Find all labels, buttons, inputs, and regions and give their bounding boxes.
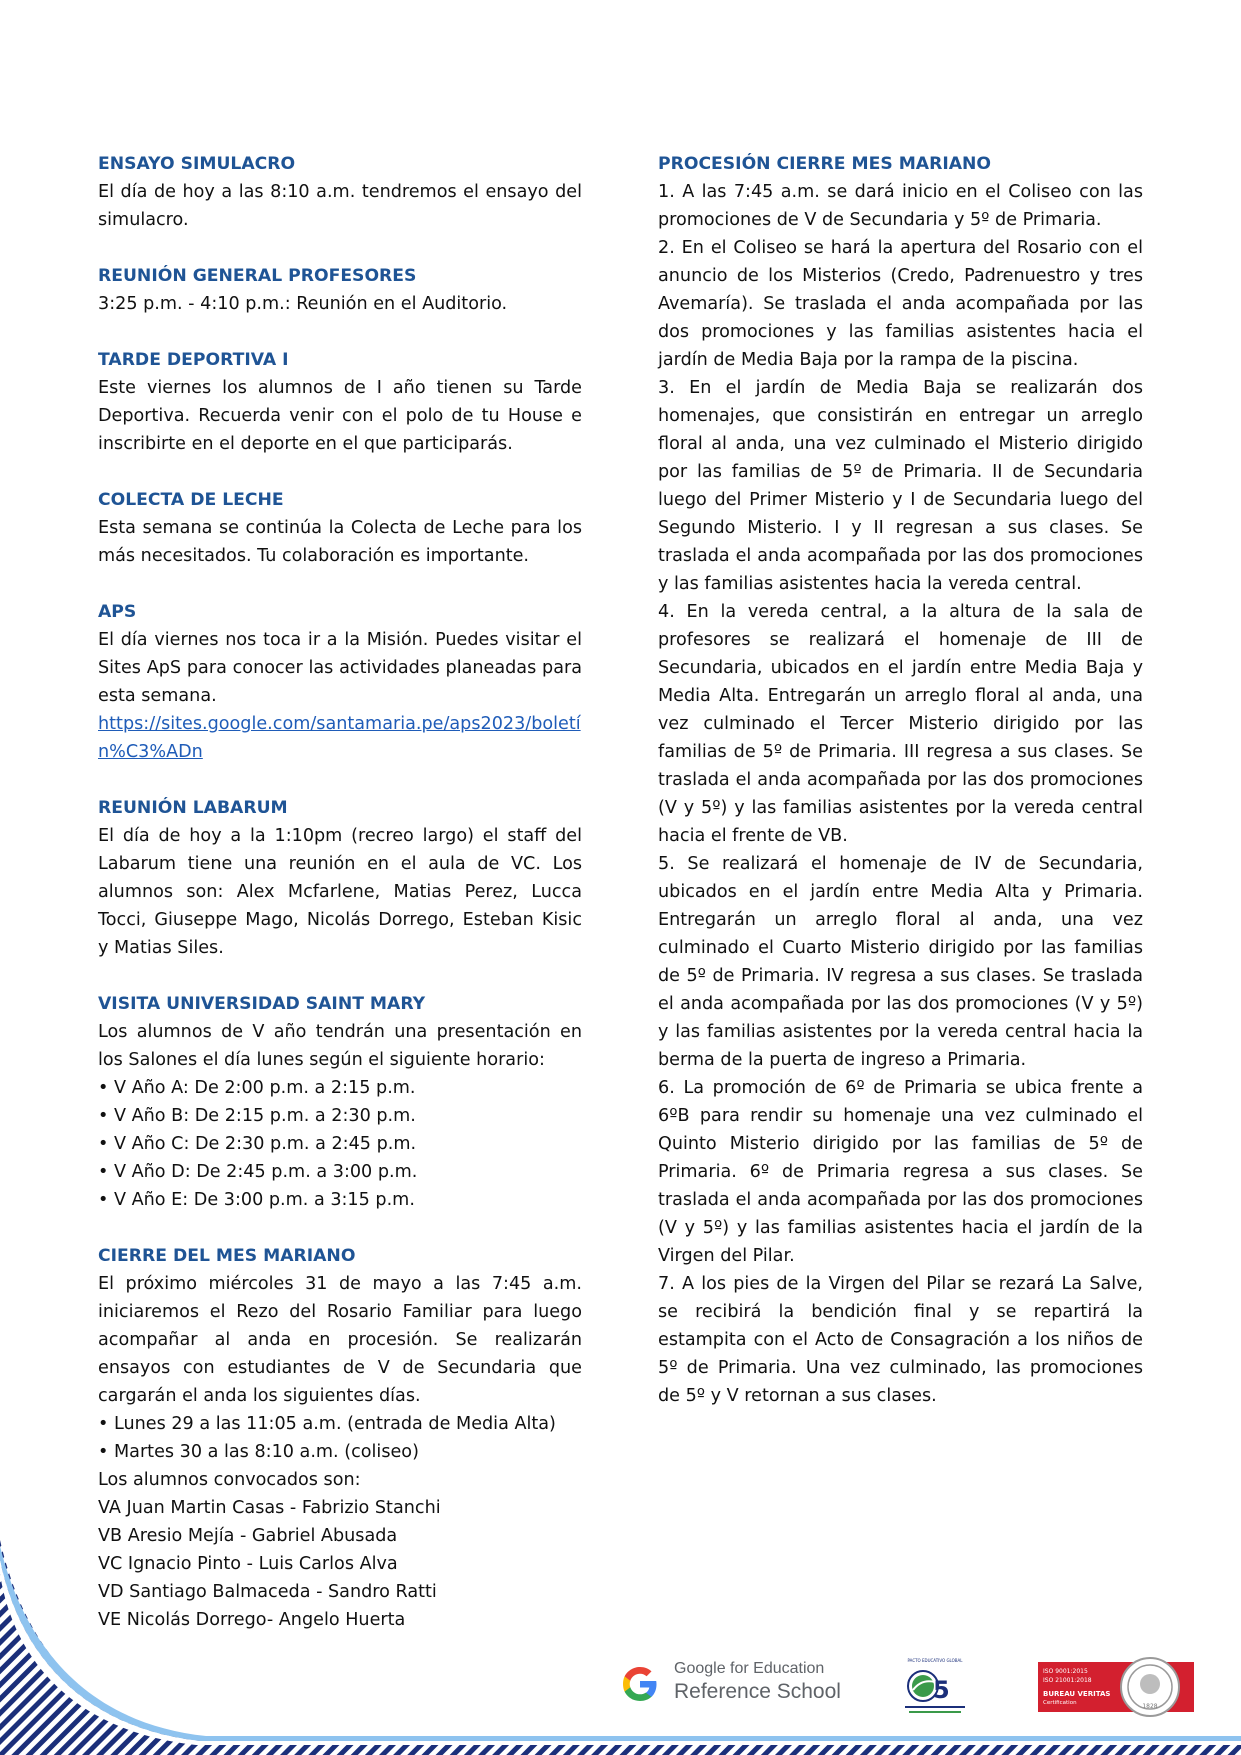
convocado-row: VA Juan Martin Casas - Fabrizio Stanchi <box>98 1498 441 1518</box>
google-logo-line1: Google for Education <box>674 1660 825 1677</box>
right-column <box>658 150 1143 1438</box>
section-title: TARDE DEPORTIVA I <box>98 350 289 370</box>
svg-text:Certification: Certification <box>1043 1700 1077 1706</box>
section-text: El día de hoy a las 8:10 a.m. tendremos el ensayo del simulacro. <box>98 182 582 230</box>
section-aps <box>98 598 582 766</box>
procesion-step: 6. La promoción de 6º de Primaria se ubica frente a 6ºB para rendir su homenaje una vez culminado el Quinto Misterio dirigido por las familias de 5º de Primaria. 6º de Primaria regresa a sus clases. Se traslada el anda acompañada por las dos promociones (V y 5º) y las familias asistentes hacia el jardín de la Virgen del Pilar. <box>658 1078 1143 1266</box>
section-tarde-deportiva <box>98 346 582 458</box>
svg-text:5: 5 <box>933 1676 950 1704</box>
section-title: VISITA UNIVERSIDAD SAINT MARY <box>98 994 426 1014</box>
svg-text:ISO 21001:2018: ISO 21001:2018 <box>1043 1677 1092 1684</box>
section-title: ENSAYO SIMULACRO <box>98 154 296 174</box>
section-title: REUNIÓN GENERAL PROFESORES <box>98 266 417 286</box>
section-title: PROCESIÓN CIERRE MES MARIANO <box>658 154 992 174</box>
rehearsal-item: • Martes 30 a las 8:10 a.m. (coliseo) <box>98 1438 582 1466</box>
section-text: 3:25 p.m. - 4:10 p.m.: Reunión en el Auditorio. <box>98 294 508 314</box>
section-text: Este viernes los alumnos de I año tienen su Tarde Deportiva. Recuerda venir con el polo de tu House e inscribirte en el deporte en el que participarás. <box>98 378 582 454</box>
google-for-education-logo <box>620 1658 848 1710</box>
schedule-item: • V Año D: De 2:45 p.m. a 3:00 p.m. <box>98 1158 582 1186</box>
google-g-icon <box>620 1664 660 1704</box>
procesion-step: 1. A las 7:45 a.m. se dará inicio en el Coliseo con las promociones de V de Secundaria y 5º de Primaria. <box>658 182 1143 230</box>
convocado-row: VC Ignacio Pinto - Luis Carlos Alva <box>98 1554 398 1574</box>
convocado-row: VD Santiago Balmaceda - Sandro Ratti <box>98 1582 437 1602</box>
schedule-item: • V Año C: De 2:30 p.m. a 2:45 p.m. <box>98 1130 582 1158</box>
section-title: COLECTA DE LECHE <box>98 490 284 510</box>
section-title: REUNIÓN LABARUM <box>98 798 288 818</box>
svg-text:PACTO EDUCATIVO GLOBAL: PACTO EDUCATIVO GLOBAL <box>907 1658 963 1663</box>
section-text: El día de hoy a la 1:10pm (recreo largo) el staff del Labarum tiene una reunión en el aula de VC. Los alumnos son: Alex Mcfarlene, Matias Perez, Lucca Tocci, Giuseppe Mago, Nicolás Dorrego, Esteban Kisic y Matias Siles. <box>98 826 582 958</box>
svg-text:1828: 1828 <box>1142 1703 1158 1710</box>
procesion-step: 3. En el jardín de Media Baja se realizarán dos homenajes, que consistirán en entregar un arreglo floral al anda, una vez culminado el Misterio dirigido por las familias de 5º de Primaria. II de Secundaria luego del Primer Misterio y I de Secundaria luego del Segundo Misterio. I y II regresan a sus clases. Se traslada el anda acompañada por las dos promociones y las familias asistentes hacia la vereda central. <box>658 378 1143 594</box>
convocados-label: Los alumnos convocados son: <box>98 1470 361 1490</box>
schedule-item: • V Año B: De 2:15 p.m. a 2:30 p.m. <box>98 1102 582 1130</box>
left-column <box>98 150 582 1662</box>
section-title: APS <box>98 602 137 622</box>
section-reunion-profesores <box>98 262 582 318</box>
rehearsal-item: • Lunes 29 a las 11:05 a.m. (entrada de Media Alta) <box>98 1410 582 1438</box>
convocado-row: VB Aresio Mejía - Gabriel Abusada <box>98 1526 398 1546</box>
section-saint-mary <box>98 990 582 1214</box>
aps-sites-link[interactable]: https://sites.google.com/santamaria.pe/aps2023/boletín%C3%ADn <box>98 714 581 762</box>
schedule-item: • V Año E: De 3:00 p.m. a 3:15 p.m. <box>98 1186 582 1214</box>
svg-text:ISO 9001:2015: ISO 9001:2015 <box>1043 1668 1088 1675</box>
section-title: CIERRE DEL MES MARIANO <box>98 1246 356 1266</box>
section-colecta-leche <box>98 486 582 570</box>
footer-wave-decoration <box>0 1540 1241 1755</box>
svg-text:BUREAU VERITAS: BUREAU VERITAS <box>1043 1690 1111 1698</box>
section-text: Los alumnos de V año tendrán una presentación en los Salones el día lunes según el siguiente horario: <box>98 1022 582 1070</box>
section-procesion <box>658 150 1143 1410</box>
procesion-step: 7. A los pies de la Virgen del Pilar se rezará La Salve, se recibirá la bendición final y se repartirá la estampita con el Acto de Consagración a los niños de 5º de Primaria. Una vez culminado, las promociones de 5º y V retornan a sus clases. <box>658 1274 1143 1406</box>
procesion-step: 2. En el Coliseo se hará la apertura del Rosario con el anuncio de los Misterios (Credo, Padrenuestro y tres Avemaría). Se traslada el anda acompañada por las dos promociones y las familias asistentes hacia el jardín de Media Baja por la rampa de la piscina. <box>658 238 1143 370</box>
procesion-step: 5. Se realizará el homenaje de IV de Secundaria, ubicados en el jardín entre Media Alta y Primaria. Entregarán un arreglo floral al anda, una vez culminado el Cuarto Misterio dirigido por las familias de 5º de Primaria. IV regresa a sus clases. Se traslada el anda acompañada por las dos promociones (V y 5º) y las familias asistentes por la vereda central hacia la berma de la puerta de ingreso a Primaria. <box>658 854 1143 1070</box>
google-logo-line2: Reference School <box>674 1680 841 1703</box>
section-text: Esta semana se continúa la Colecta de Leche para los más necesitados. Tu colaboración es importante. <box>98 518 582 566</box>
section-ensayo-simulacro <box>98 150 582 234</box>
section-text: El día viernes nos toca ir a la Misión. Puedes visitar el Sites ApS para conocer las actividades planeadas para esta semana. <box>98 630 582 706</box>
section-text: El próximo miércoles 31 de mayo a las 7:45 a.m. iniciaremos el Rezo del Rosario Familiar para luego acompañar al anda en procesión. Se realizarán ensayos con estudiantes de V de Secundaria que cargarán el anda los siguientes días. <box>98 1274 582 1406</box>
convocado-row: VE Nicolás Dorrego- Angelo Huerta <box>98 1610 406 1630</box>
pacto-educativo-global-logo <box>895 1656 975 1718</box>
schedule-item: • V Año A: De 2:00 p.m. a 2:15 p.m. <box>98 1074 582 1102</box>
section-reunion-labarum <box>98 794 582 962</box>
bureau-veritas-certification-logo <box>1036 1656 1194 1718</box>
procesion-step: 4. En la vereda central, a la altura de la sala de profesores se realizará el homenaje de III de Secundaria, ubicados en el jardín entre Media Baja y Media Alta. Entregarán un arreglo floral al anda, una vez culminado el Tercer Misterio dirigido por las familias de 5º de Primaria. III regresa a sus clases. Se traslada el anda acompañada por las dos promociones (V y 5º) y las familias asistentes por la vereda central hacia el frente de VB. <box>658 602 1143 846</box>
